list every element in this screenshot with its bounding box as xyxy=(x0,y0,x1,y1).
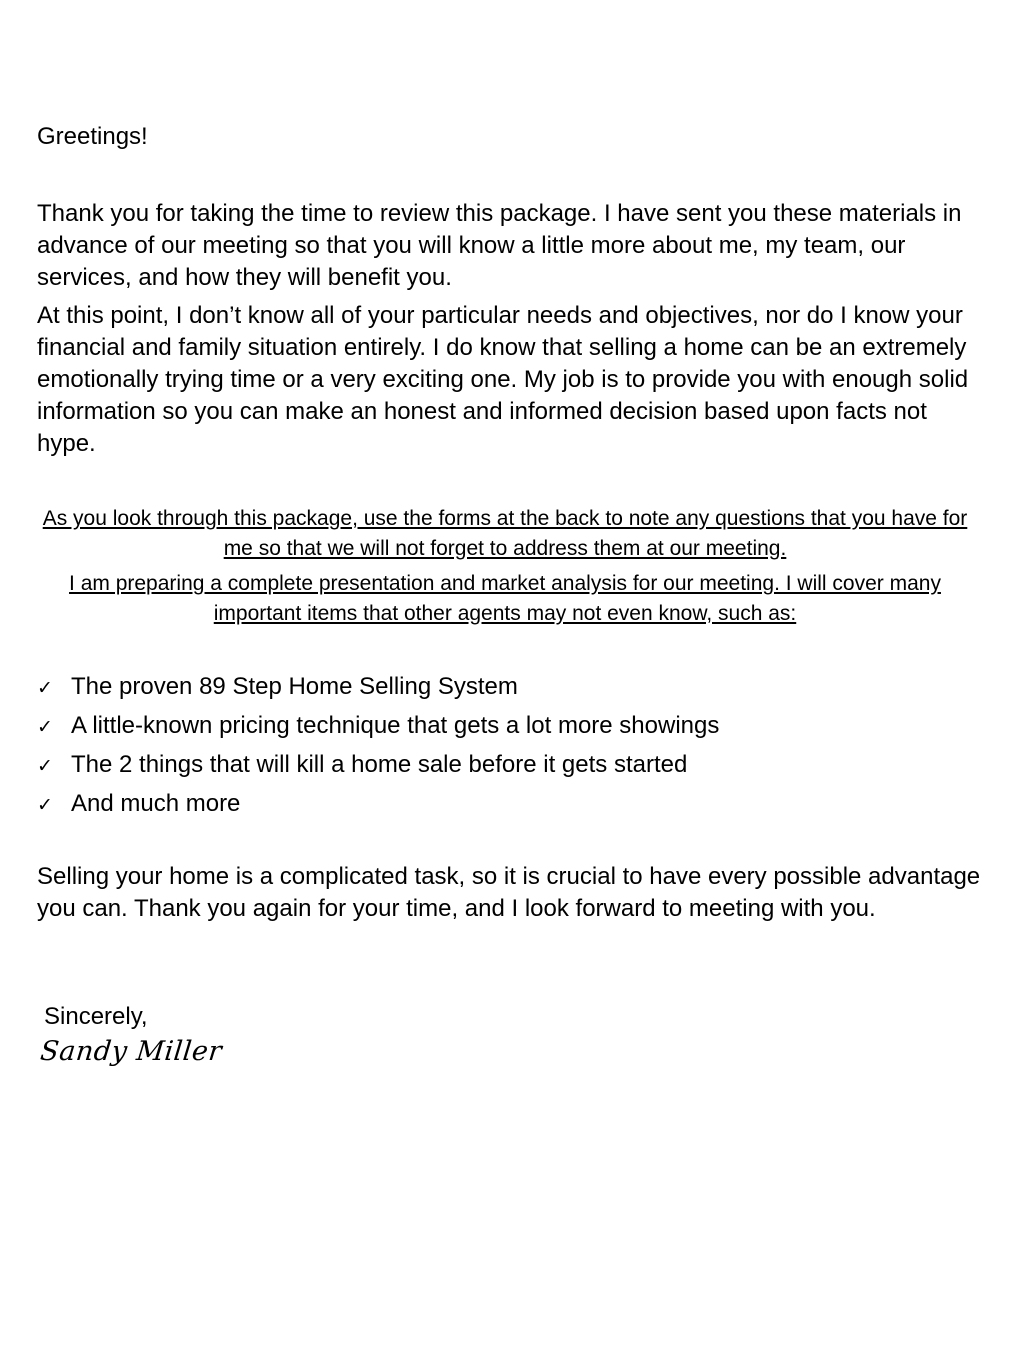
situation-paragraph: At this point, I don’t know all of your particular needs and objectives, nor do I know your financial and family situation entirely. I do know that selling a home can be an extremely emotionally trying time or a very exciting one. My job is to provide you with enough solid information so you can make an honest and informed decision based upon facts not hype. xyxy=(37,302,969,457)
checklist-item-text: A little-known pricing technique that gets a lot more showings xyxy=(71,712,720,739)
sign-off: Sincerely, xyxy=(44,1003,148,1030)
benefits-checklist xyxy=(37,668,719,824)
checklist-item xyxy=(37,746,719,785)
checklist-item-text: And much more xyxy=(71,790,241,817)
closing-paragraph: Selling your home is a complicated task, so it is crucial to have every possible advantage you can. Thank you again for your time, and I look forward to meeting with you. xyxy=(37,863,981,922)
checkmark-icon: ✓ xyxy=(37,716,53,738)
checkmark-icon: ✓ xyxy=(37,794,53,816)
intro-paragraph: Thank you for taking the time to review this package. I have sent you these materials in advance of our meeting so that you will know a little more about me, my team, our services, and how they will benefit you. xyxy=(37,200,962,291)
checkmark-icon: ✓ xyxy=(37,677,53,699)
questions-note: As you look through this package, use the forms at the back to note any questions that you have for me so that we will not forget to address them at our meeting. xyxy=(42,507,968,560)
checklist-item xyxy=(37,707,719,746)
checklist-item-text: The proven 89 Step Home Selling System xyxy=(71,673,518,700)
checklist-item xyxy=(37,785,719,824)
presentation-note: I am preparing a complete presentation and market analysis for our meeting. I will cover many important items that other agents may not even know, such as: xyxy=(69,572,941,625)
checklist-item-text: The 2 things that will kill a home sale before it gets started xyxy=(71,751,688,778)
checklist-item xyxy=(37,668,719,707)
checkmark-icon: ✓ xyxy=(37,755,53,777)
signature: Sandy Miller xyxy=(38,1036,224,1067)
greeting-text: Greetings! xyxy=(37,123,148,150)
